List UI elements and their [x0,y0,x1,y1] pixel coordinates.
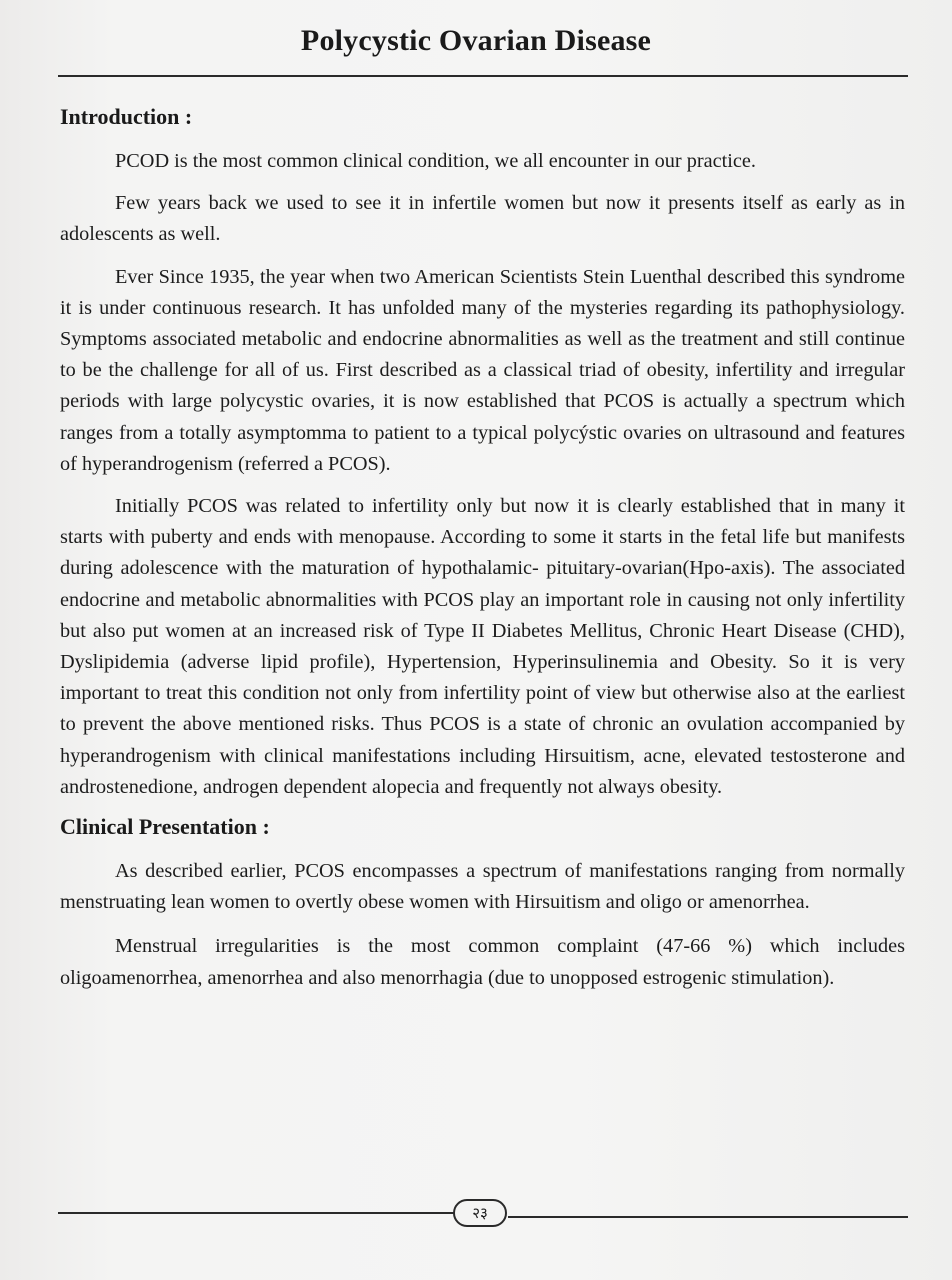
header-divider [58,75,908,77]
intro-paragraph-4: Initially PCOS was related to infertility only but now it is clearly established that in many it starts with puberty and ends with menopause. According to some it starts in the fetal life but manifests during adolescence with the maturation of hypothalamic- pituitary-ovarian(Hpo-axis). The associated endocrine and metabolic abnormalities with PCOS play an important role in causing not only infertility but also put women at an increased risk of Type II Diabetes Mellitus, Chronic Heart Disease (CHD), Dyslipidemia (adverse lipid profile), Hypertension, Hyperinsulinemia and Obesity. So it is very important to treat this condition not only from infertility point of view but otherwise also at the earliest to prevent the above mentioned risks. Thus PCOS is a state of chronic an ovulation accompanied by hyperandrogenism with clinical manifestations including Hirsuitism, acne, elevated testosterone and androstenedione, androgen dependent alopecia and frequently not always obesity. [60,495,905,798]
footer-divider-left [58,1212,454,1214]
clinical-paragraph-2: Menstrual irregularities is the most common complaint (47-66 %) which includes oligoamenorrhea, amenorrhea and also menorrhagia (due to unopposed estrogenic stimulation). [60,935,905,989]
page-number-badge: २३ [453,1199,507,1227]
intro-paragraph-1: PCOD is the most common clinical condition, we all encounter in our practice. [115,150,756,172]
page-body [60,104,905,1005]
page-title: Polycystic Ovarian Disease [300,24,652,57]
clinical-presentation-heading: Clinical Presentation : [60,814,270,840]
clinical-paragraph-1: As described earlier, PCOS encompasses a spectrum of manifestations ranging from normally menstruating lean women to overtly obese women with Hirsuitism and oligo or amenorrhea. [60,860,905,914]
footer-divider-right [508,1216,908,1218]
intro-paragraph-3: Ever Since 1935, the year when two American Scientists Stein Luenthal described this syndrome it is under continuous research. It has unfolded many of the mysteries regarding its pathophysiology. Symptoms associated metabolic and endocrine abnormalities as well as the treatment and still continue to be the challenge for all of us. First described as a classical triad of obesity, infertility and irregular periods with large polycystic ovaries, it is now established that PCOS is actually a spectrum which ranges from a totally asymptomma to patient to a typical polycýstic ovaries on ultrasound and features of hyperandrogenism (referred a PCOS). [60,265,905,475]
introduction-heading: Introduction : [60,104,193,129]
intro-paragraph-2: Few years back we used to see it in infertile women but now it presents itself as early as in adolescents as well. [60,192,905,246]
